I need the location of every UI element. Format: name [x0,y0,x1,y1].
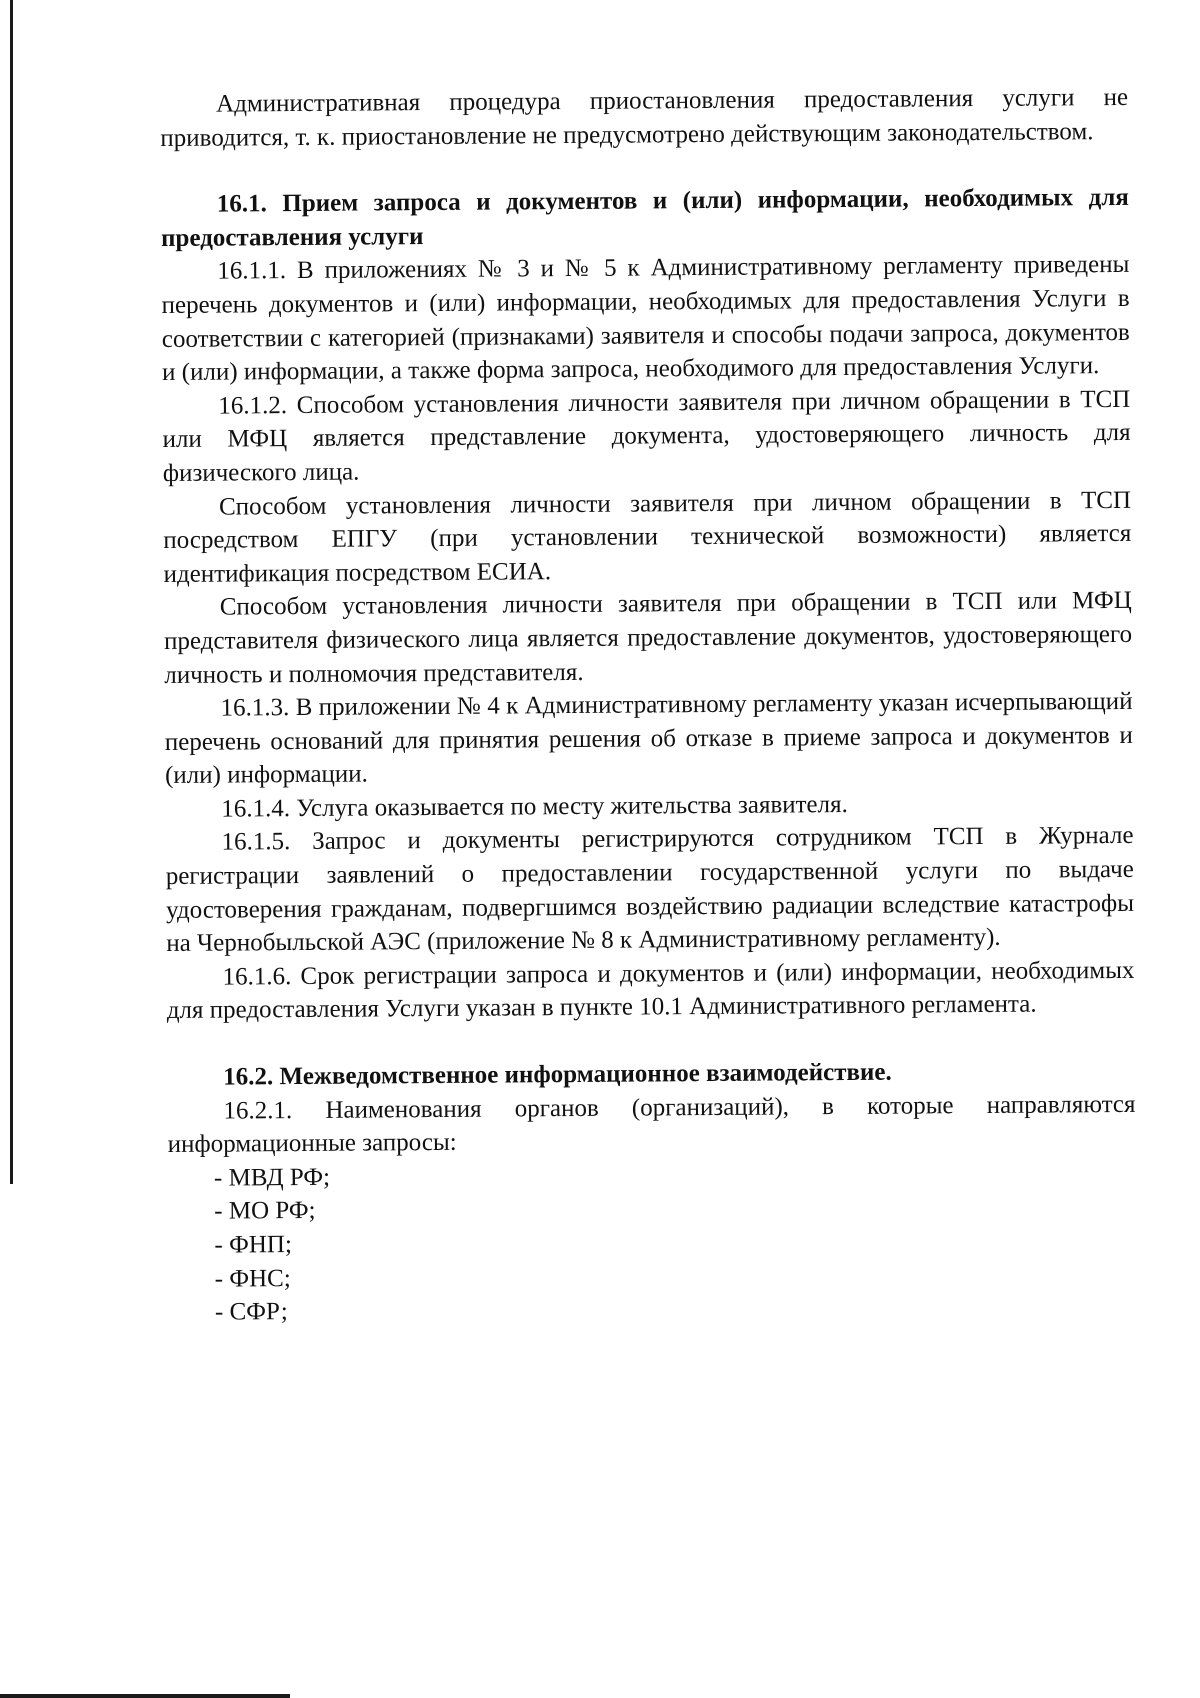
list-item: - МВД РФ; [213,1163,331,1192]
paragraph-16-1-1: 16.1.1. В приложениях № 3 и № 5 к Административному регламенту приведены перечень документов и (или) информации, необходимых для предоставления Услуги в соответствии с категорией (признаками) заявителя и способы подачи запроса, документов и (или) информации, а также форма запроса, необходимого для предоставления Услуги. [161,251,1130,387]
paragraph-identity-representative: Способом установления личности заявителя при обращении в ТСП или МФЦ представителя физического лица является предоставление документов, удостоверяющего личность и полномочия представителя. [163,587,1133,689]
paragraph-16-1-3: 16.1.3. В приложении № 4 к Административному регламенту указан исчерпывающий перечень оснований для принятия решения об отказе в приеме запроса и документов и (или) информации. [164,687,1133,790]
paragraph-16-1-5: 16.1.5. Запрос и документы регистрируются сотрудником ТСП в Журнале регистрации заявлений о предоставлении государственной услуги по выдаче удостоверения гражданам, подвергшимся воздействию радиации вследствие катастрофы на Чернобыльской АЭС (приложение № 8 к Административному регламенту). [165,822,1135,958]
list-item: - ФНС; [214,1264,291,1293]
list-item: - ФНП; [214,1231,292,1259]
paragraph-identity-epgu: Способом установления личности заявителя при личном обращении в ТСП посредством ЕПГУ (при установлении технической возможности) является идентификация посредством ЕСИА. [163,486,1132,588]
agency-list [168,1155,1137,1330]
scan-edge-bottom [0,1694,290,1698]
paragraph-16-1-6: 16.1.6. Срок регистрации запроса и документов и (или) информации, необходимых для предоставления Услуги указан в пункте 10.1 Административного регламента. [166,956,1135,1025]
section-16-2-heading: 16.2. Межведомственное информационное взаимодействие. [223,1058,892,1091]
list-item: - СФР; [214,1298,288,1326]
intro-paragraph: Административная процедура приостановления предоставления услуги не приводится, т. к. приостановление не предусмотрено действующим законодательством. [160,83,1129,152]
paragraph-16-1-2: 16.1.2. Способом установления личности заявителя при личном обращении в ТСП или МФЦ является представление документа, удостоверяющего личность для физического лица. [162,385,1131,487]
paragraph-16-2-1: 16.2.1. Наименования органов (организаций), в которые направляются информационные запросы: [167,1090,1136,1159]
document-page [160,81,1137,1330]
scan-edge-left [10,0,13,1184]
section-16-1-heading: 16.1. Прием запроса и документов и (или) информации, необходимых для предоставления услуги [161,184,1129,252]
list-item: - МО РФ; [214,1197,316,1226]
paragraph-16-1-4: 16.1.4. Услуга оказывается по месту жительства заявителя. [221,790,848,823]
